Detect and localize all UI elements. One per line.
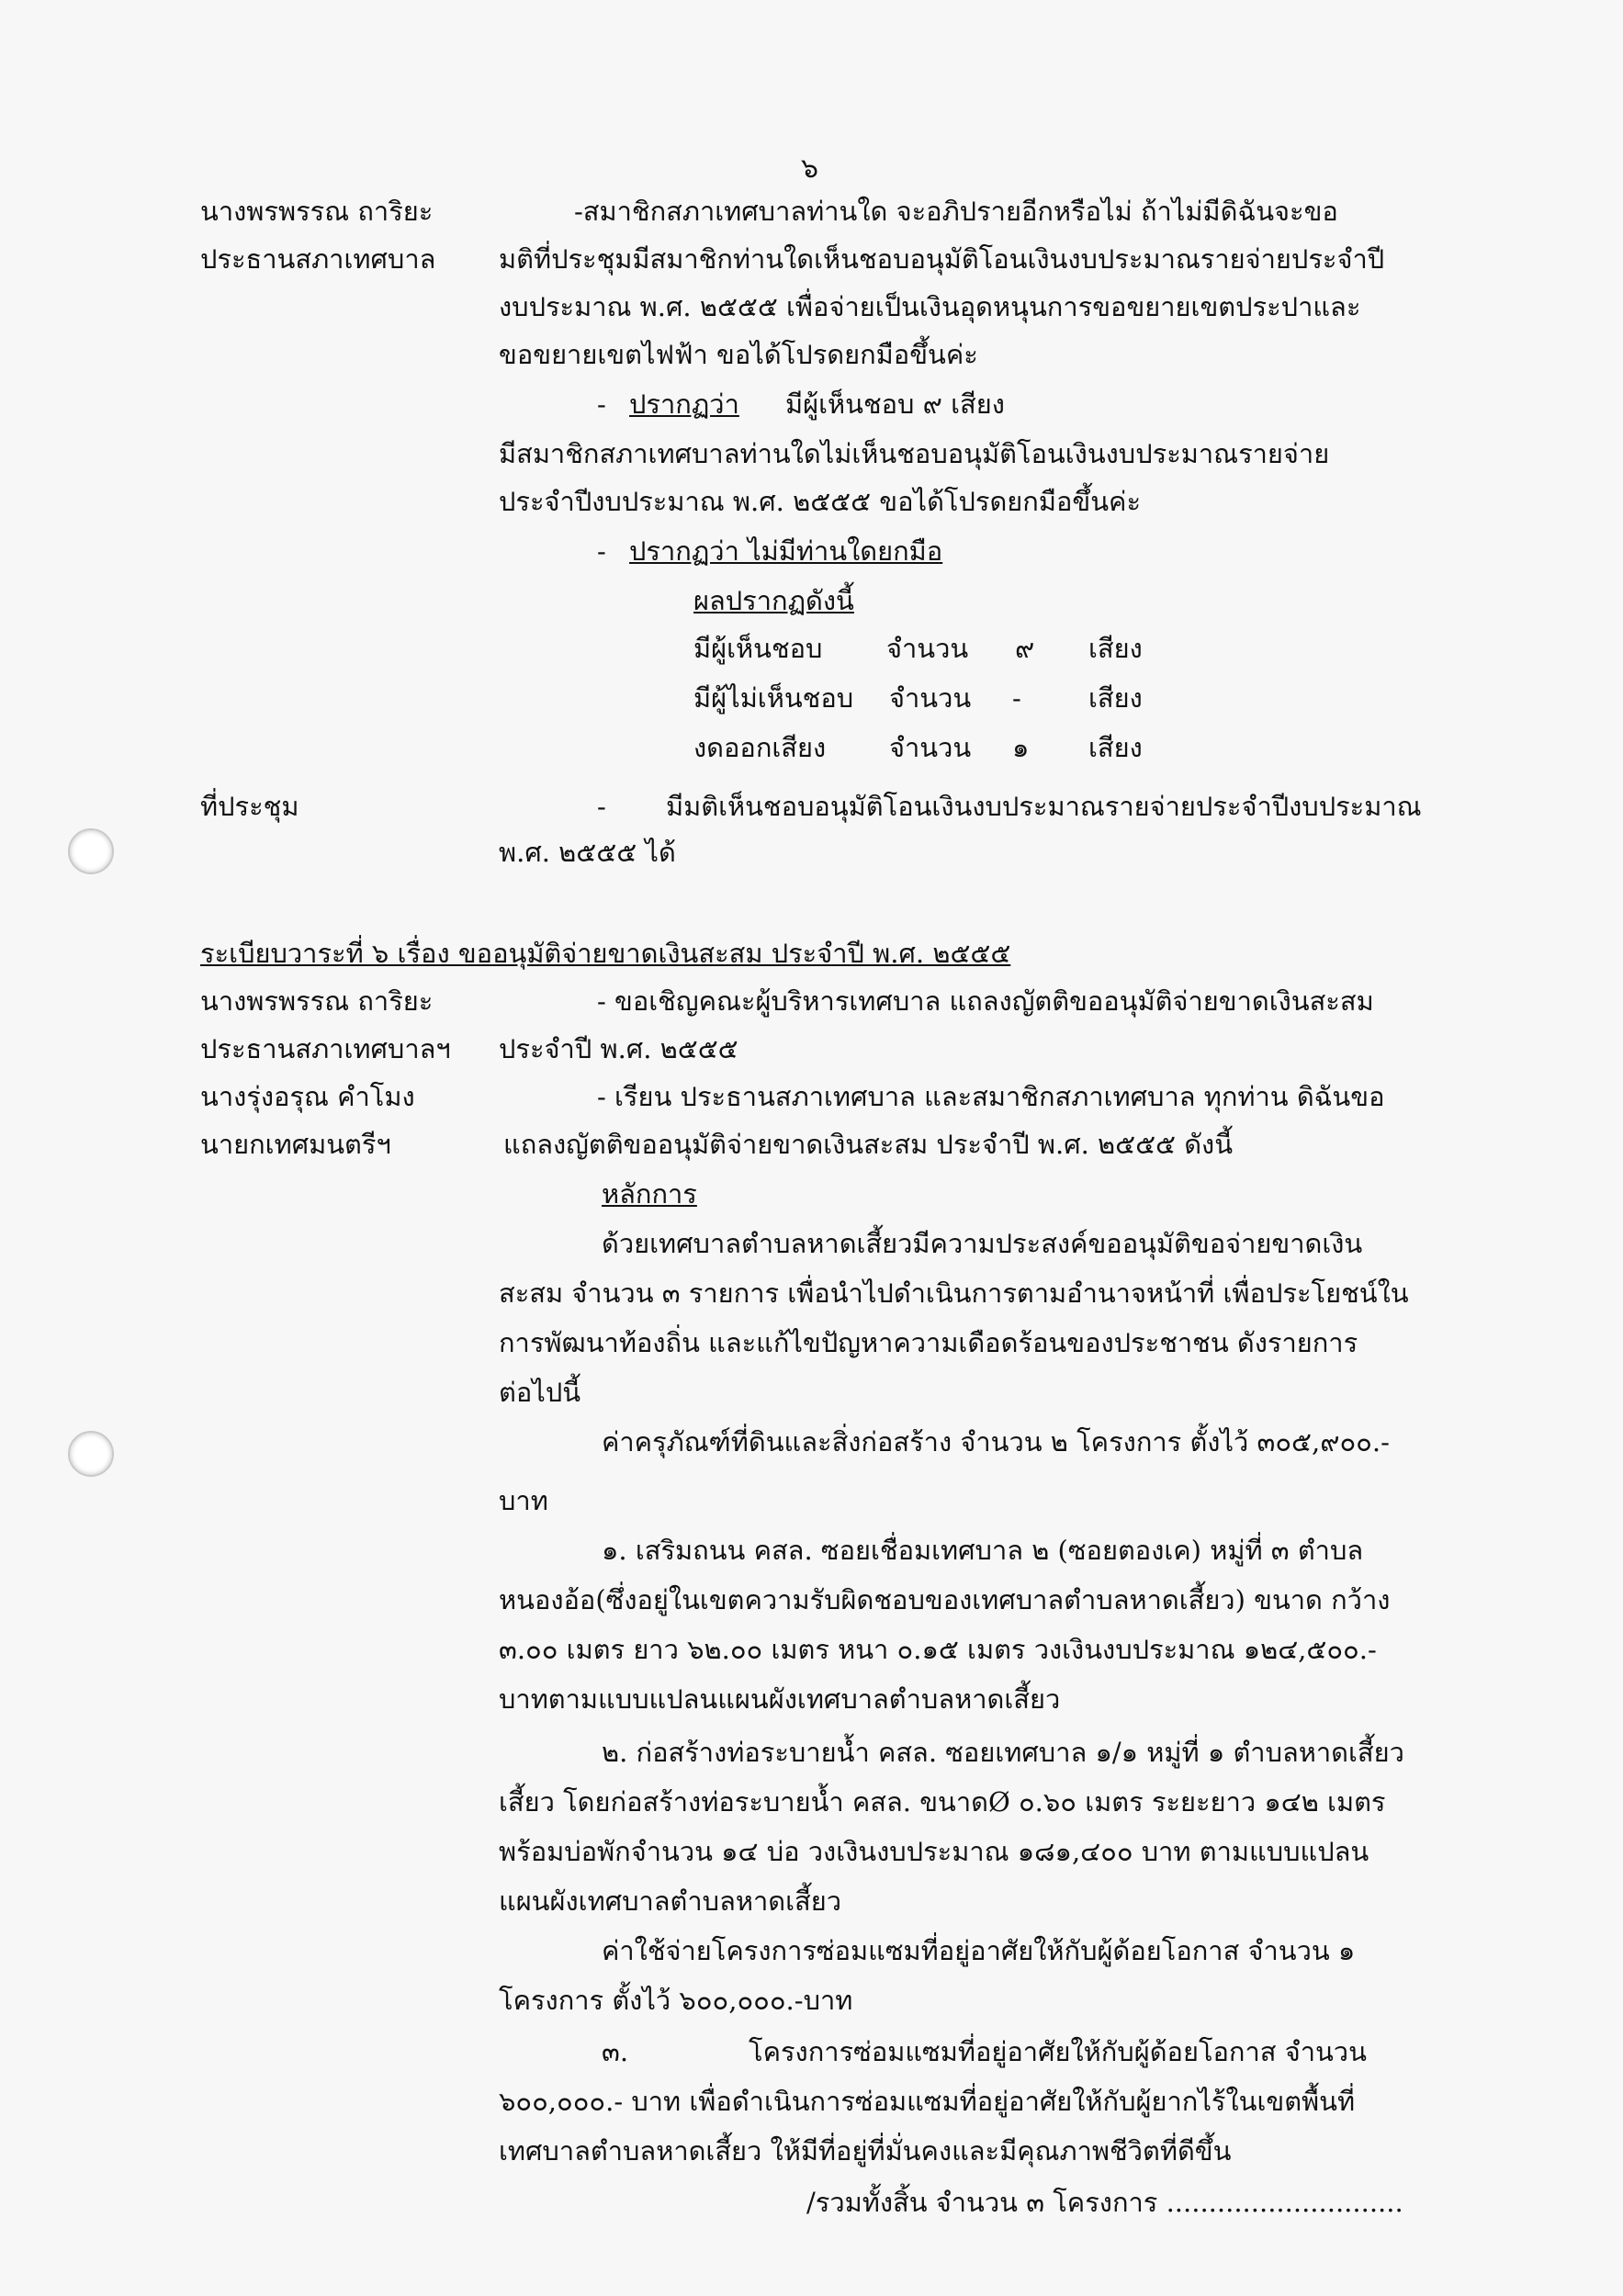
text-line: มีสมาชิกสภาเทศบาลท่านใดไม่เห็นชอบอนุมัติโอนเงินงบประมาณรายจ่าย [499,438,1330,469]
continuation-line: /รวมทั้งสิ้น จำนวน ๓ โครงการ ............................ [806,2187,1403,2218]
text-line: บาท [499,1485,548,1516]
vote-label: ปรากฏว่า ไม่มีท่านใดยกมือ [629,535,943,567]
text-line: เทศบาลตำบลหาดเสี้ยว ให้มีที่อยู่ที่มั่นคงและมีคุณภาพชีวิตที่ดีขึ้น [499,2135,1232,2167]
text-line: โครงการ ตั้งไว้ ๖๐๐,๐๐๐.-บาท [499,1985,853,2016]
text-line: แผนผังเทศบาลตำบลหาดเสี้ยว [499,1885,841,1917]
text-line: ขอขยายเขตไฟฟ้า ขอได้โปรดยกมือขึ้นค่ะ [499,339,978,370]
text-line: เสี้ยว โดยก่อสร้างท่อระบายน้ำ คสล. ขนาดØ ๐.๖๐ เมตร ระยะยาว ๑๔๒ เมตร [499,1786,1386,1818]
text-line: พร้อมบ่อพักจำนวน ๑๔ บ่อ วงเงินงบประมาณ ๑๘๑,๔๐๐ บาท ตามแบบแปลน [499,1836,1369,1867]
text-line: ๒. ก่อสร้างท่อระบายน้ำ คสล. ซอยเทศบาล ๑/๑ หมู่ที่ ๑ ตำบลหาดเสี้ยว [602,1737,1404,1768]
vote-dash: - [597,535,606,567]
text-line: การพัฒนาท้องถิ่น และแก้ไขปัญหาความเดือดร้อนของประชาชน ดังรายการ [499,1327,1358,1358]
vote-dash: - [597,388,606,420]
text-line: พ.ศ. ๒๕๕๕ ได้ [499,837,676,868]
vote-dash: - [597,791,606,822]
text-line: -สมาชิกสภาเทศบาลท่านใด จะอภิปรายอีกหรือไม่ ถ้าไม่มีดิฉันจะขอ [574,196,1338,227]
text-line: ด้วยเทศบาลตำบลหาดเสี้ยวมีความประสงค์ขออนุมัติขอจ่ายขาดเงิน [602,1228,1363,1259]
vote-label: ปรากฏว่า [629,388,739,420]
text-line: สะสม จำนวน ๓ รายการ เพื่อนำไปดำเนินการตามอำนาจหน้าที่ เพื่อประโยชน์ใน [499,1277,1409,1309]
text-line: แถลงญัตติขออนุมัติจ่ายขาดเงินสะสม ประจำปี พ.ศ. ๒๕๕๕ ดังนี้ [503,1129,1234,1160]
speaker-name: นางรุ่งอรุณ คำโมง [200,1081,415,1112]
text-line: ๖๐๐,๐๐๐.- บาท เพื่อดำเนินการซ่อมแซมที่อยู่อาศัยให้กับผู้ยากไร้ในเขตพื้นที่ [499,2086,1356,2117]
speaker-role: ประธานสภาเทศบาล [200,243,436,275]
section-heading: หลักการ [602,1178,697,1210]
punch-hole-bottom [68,1431,114,1477]
list-number: ๓. [602,2036,629,2067]
agenda-heading: ระเบียบวาระที่ ๖ เรื่อง ขออนุมัติจ่ายขาดเงินสะสม ประจำปี พ.ศ. ๒๕๕๕ [200,938,1011,969]
tally-count: ๑ [1012,732,1030,763]
tally-amount: จำนวน [889,732,972,763]
text-line: ประจำปี พ.ศ. ๒๕๕๕ [499,1033,738,1064]
tally-count: - [1012,682,1021,714]
speaker-name: นางพรพรรณ ถาริยะ [200,985,434,1017]
text-line: โครงการซ่อมแซมที่อยู่อาศัยให้กับผู้ด้อยโอกาส จำนวน [749,2036,1367,2067]
text-line: มติที่ประชุมมีสมาชิกท่านใดเห็นชอบอนุมัติโอนเงินงบประมาณรายจ่ายประจำปี [499,243,1385,275]
tally-label: มีผู้เห็นชอบ [693,633,823,664]
speaker-role: ประธานสภาเทศบาลฯ [200,1033,451,1064]
punch-hole-top [68,828,114,874]
tally-amount: จำนวน [886,633,969,664]
tally-unit: เสียง [1088,633,1143,664]
text-line: ต่อไปนี้ [499,1377,581,1408]
text-line: บาทตามแบบแปลนแผนผังเทศบาลตำบลหาดเสี้ยว [499,1683,1061,1715]
tally-count: ๙ [1015,633,1035,664]
text-line: ค่าใช้จ่ายโครงการซ่อมแซมที่อยู่อาศัยให้กับผู้ด้อยโอกาส จำนวน ๑ [602,1935,1356,1966]
vote-result: มีผู้เห็นชอบ ๙ เสียง [785,388,1005,420]
text-line: มีมติเห็นชอบอนุมัติโอนเงินงบประมาณรายจ่ายประจำปีงบประมาณ [666,791,1422,822]
tally-label: มีผู้ไม่เห็นชอบ [693,682,854,714]
speaker-name: นางพรพรรณ ถาริยะ [200,196,434,227]
tally-label: งดออกเสียง [693,732,827,763]
text-line: ๑. เสริมถนน คสล. ซอยเชื่อมเทศบาล ๒ (ซอยตองเค) หมู่ที่ ๓ ตำบล [602,1535,1364,1566]
text-line: ๓.๐๐ เมตร ยาว ๖๒.๐๐ เมตร หนา ๐.๑๕ เมตร วงเงินงบประมาณ ๑๒๔,๕๐๐.- [499,1634,1377,1665]
speaker-role: นายกเทศมนตรีฯ [200,1129,391,1160]
text-line: ค่าครุภัณฑ์ที่ดินและสิ่งก่อสร้าง จำนวน ๒ โครงการ ตั้งไว้ ๓๐๕,๙๐๐.- [602,1426,1390,1458]
text-line: ประจำปีงบประมาณ พ.ศ. ๒๕๕๕ ขอได้โปรดยกมือขึ้นค่ะ [499,486,1142,517]
tally-amount: จำนวน [889,682,972,714]
text-line: - ขอเชิญคณะผู้บริหารเทศบาล แถลงญัตติขออนุมัติจ่ายขาดเงินสะสม [597,985,1374,1017]
tally-unit: เสียง [1088,682,1143,714]
speaker-name: ที่ประชุม [200,791,299,822]
text-line: หนองอ้อ(ซึ่งอยู่ในเขตความรับผิดชอบของเทศบาลตำบลหาดเสี้ยว) ขนาด กว้าง [499,1584,1391,1615]
page-number: ๖ [801,152,819,185]
result-heading: ผลปรากฏดังนี้ [693,585,854,616]
tally-unit: เสียง [1088,732,1143,763]
text-line: - เรียน ประธานสภาเทศบาล และสมาชิกสภาเทศบาล ทุกท่าน ดิฉันขอ [597,1081,1385,1112]
text-line: งบประมาณ พ.ศ. ๒๕๕๕ เพื่อจ่ายเป็นเงินอุดหนุนการขอขยายเขตประปาและ [499,291,1361,322]
